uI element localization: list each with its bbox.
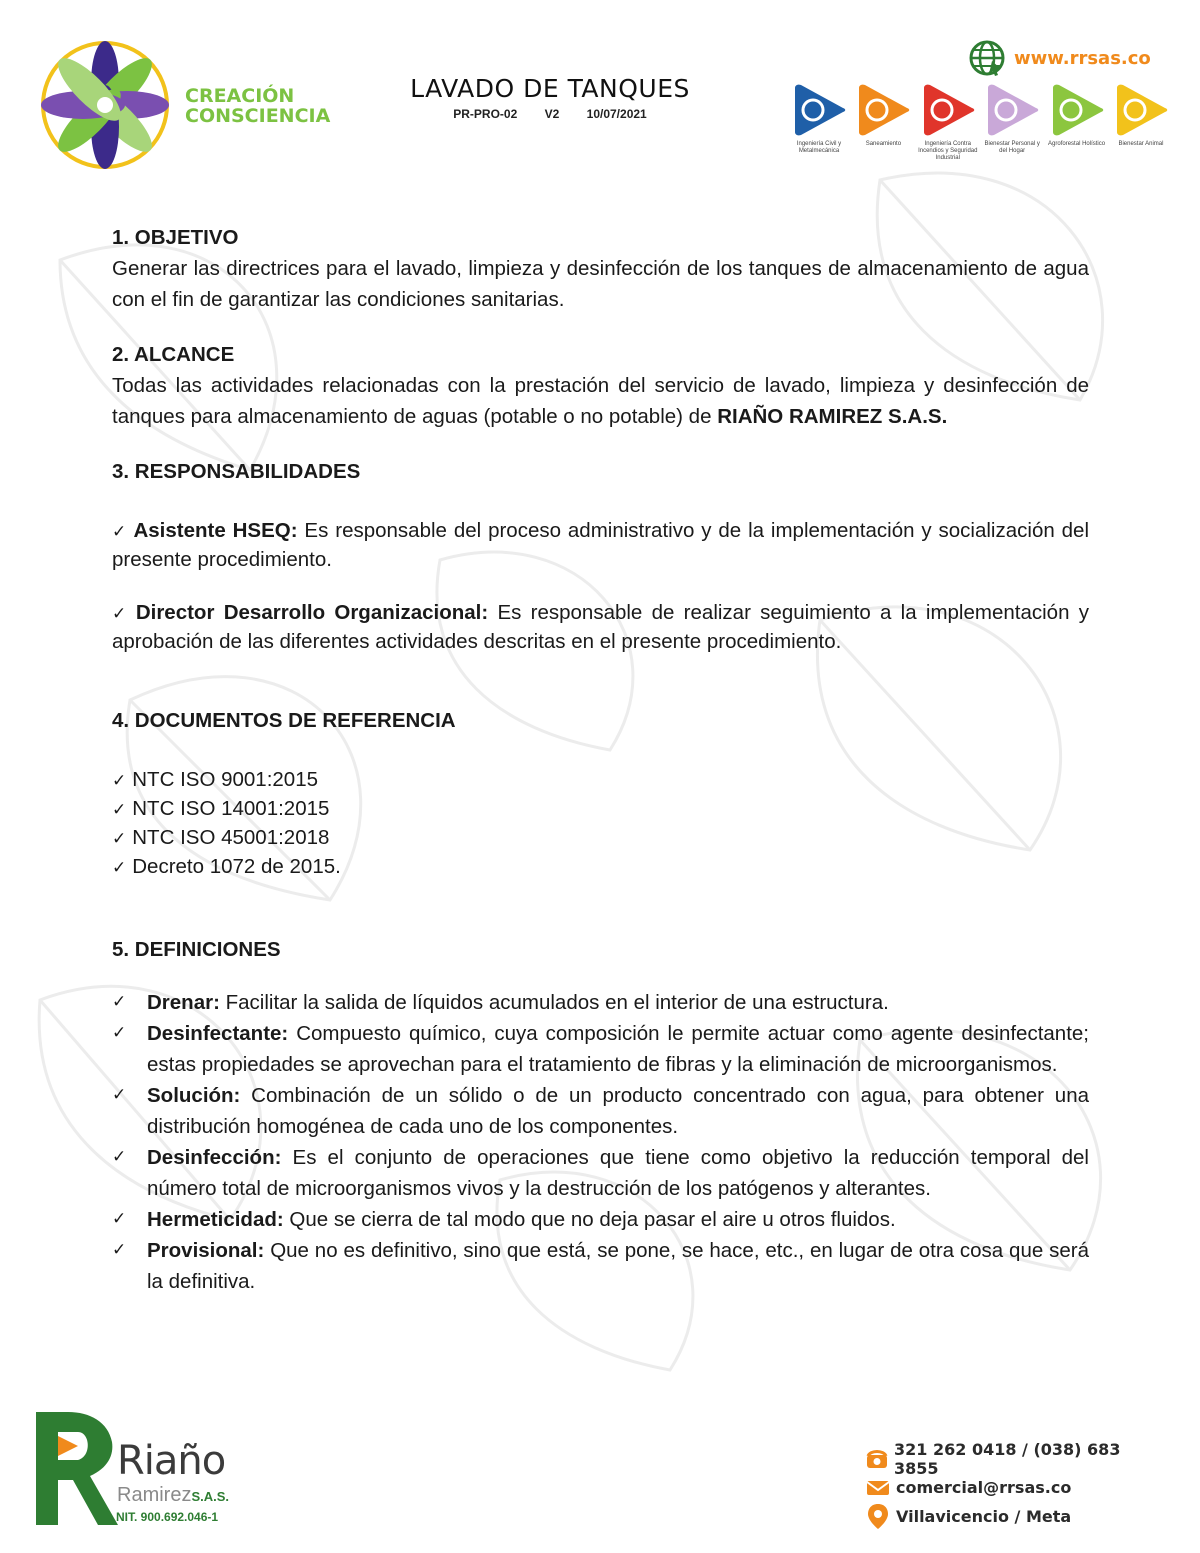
contact-phone-row <box>866 1439 1166 1478</box>
responsibility-role: Director Desarrollo Organizacional: <box>135 601 489 624</box>
footer-brand-sub-text: Ramirez <box>117 1484 192 1506</box>
definition-text: Que no es definitivo, sino que está, se pone, se hace, etc., en lugar de otra cosa que será la definitiva. <box>147 1239 1089 1293</box>
check-icon: ✓ <box>112 858 127 878</box>
document-date: 10/07/2021 <box>586 107 647 121</box>
footer-brand-sub <box>117 1484 229 1507</box>
responsibility-item <box>112 599 1089 655</box>
contact-location-row <box>866 1502 1166 1531</box>
riano-ramirez-logo <box>28 1400 268 1540</box>
document-meta <box>380 107 720 121</box>
document-title: LAVADO DE TANQUES <box>410 74 690 103</box>
responsibility-text: Es responsable del proceso administrativo y de la implementación y socialización del presente procedimiento. <box>112 519 1089 571</box>
fire-safety-icon <box>920 82 976 138</box>
agroforestry-icon <box>1049 82 1105 138</box>
section-heading-alcance: 2. ALCANCE <box>112 343 235 366</box>
service-caption: Bienestar Animal <box>1118 141 1164 147</box>
sanitation-icon <box>855 82 911 138</box>
service-item <box>854 82 912 162</box>
definition-text: Que se cierra de tal modo que no deja pasar el aire u otros fluidos. <box>283 1208 896 1231</box>
definitions-list <box>112 987 1089 1297</box>
envelope-icon <box>866 1479 890 1497</box>
engineering-icon <box>791 82 847 138</box>
check-icon: ✓ <box>112 604 130 624</box>
section-heading-objetivo: 1. OBJETIVO <box>112 226 239 249</box>
check-icon: ✓ <box>112 1147 127 1167</box>
service-caption: Saneamiento <box>865 141 902 147</box>
check-icon: ✓ <box>112 1240 127 1260</box>
reference-document: NTC ISO 45001:2018 <box>132 826 330 849</box>
reference-document: NTC ISO 9001:2015 <box>132 768 318 791</box>
service-item <box>1048 82 1106 162</box>
list-item <box>112 795 1089 824</box>
list-item <box>112 824 1089 853</box>
definition-text: Combinación de un sólido o de un producto concentrado con agua, para obtener una distribución homogénea de cada uno de los componentes. <box>147 1084 1089 1138</box>
service-item <box>919 82 977 162</box>
responsibility-role: Asistente HSEQ: <box>133 519 298 542</box>
service-icons-row <box>790 82 1170 162</box>
definition-item <box>112 1080 1089 1142</box>
section-heading-documentos: 4. DOCUMENTOS DE REFERENCIA <box>112 709 456 732</box>
check-icon: ✓ <box>112 829 127 849</box>
list-item <box>112 766 1089 795</box>
definition-term: Drenar: <box>147 991 220 1014</box>
company-name: RIAÑO RAMIREZ S.A.S. <box>717 405 948 428</box>
responsibility-item <box>112 517 1089 573</box>
footer-brand-suffix: S.A.S. <box>191 1489 230 1504</box>
definition-item <box>112 1018 1089 1080</box>
footer-brand-name: Riaño <box>117 1438 226 1484</box>
website-row <box>968 38 1151 78</box>
brand-wordmark <box>185 86 345 126</box>
wellbeing-icon <box>984 82 1040 138</box>
document-body <box>112 222 1089 1297</box>
definition-term: Hermeticidad: <box>147 1208 284 1231</box>
service-caption: Agroforestal Holístico <box>1048 141 1106 147</box>
service-caption: Ingeniería Civil y Metalmecánica <box>796 141 842 154</box>
location-pin-icon <box>866 1503 890 1531</box>
definition-item <box>112 1142 1089 1204</box>
definition-item <box>112 1235 1089 1297</box>
document-code: PR-PRO-02 <box>453 107 518 121</box>
service-caption: Ingeniería Contra Incendios y Seguridad Industrial <box>918 141 978 161</box>
objetivo-text: Generar las directrices para el lavado, limpieza y desinfección de los tanques de almacenamiento de agua con el fin de garantizar las condiciones sanitarias. <box>112 257 1089 311</box>
service-caption: Bienestar Personal y del Hogar <box>984 141 1040 154</box>
check-icon: ✓ <box>112 522 128 542</box>
list-item <box>112 853 1089 882</box>
definition-item <box>112 1204 1089 1235</box>
definition-term: Solución: <box>147 1084 241 1107</box>
check-icon: ✓ <box>112 1023 127 1043</box>
check-icon: ✓ <box>112 992 127 1012</box>
phone-icon <box>866 1449 888 1469</box>
mandala-logo-icon <box>40 40 170 170</box>
document-version: V2 <box>544 107 560 121</box>
definition-term: Desinfectante: <box>147 1022 289 1045</box>
website-link[interactable]: www.rrsas.co <box>1014 47 1151 69</box>
reference-document: NTC ISO 14001:2015 <box>132 797 330 820</box>
definition-text: Es el conjunto de operaciones que tiene como objetivo la reducción temporal del número total de microorganismos vivos y la destrucción de los patógenos y alterantes. <box>147 1146 1089 1200</box>
contact-location: Villavicencio / Meta <box>896 1507 1072 1526</box>
contact-phone[interactable]: 321 262 0418 / (038) 683 3855 <box>894 1439 1121 1478</box>
contact-email[interactable]: comercial@rrsas.co <box>896 1478 1072 1497</box>
check-icon: ✓ <box>112 800 127 820</box>
section-heading-definiciones: 5. DEFINICIONES <box>112 938 281 961</box>
creacion-consciencia-logo <box>40 40 340 170</box>
reference-document: Decreto 1072 de 2015. <box>132 855 341 878</box>
section-heading-responsabilidades: 3. RESPONSABILIDADES <box>112 460 361 483</box>
company-nit: NIT. 900.692.046-1 <box>116 1510 219 1524</box>
alcance-text: Todas las actividades relacionadas con la prestación del servicio de lavado, limpieza y desinfección de tanques para almacenamiento de aguas (potable o no potable) de <box>112 374 1089 428</box>
globe-icon <box>968 39 1006 77</box>
service-item <box>790 82 848 162</box>
check-icon: ✓ <box>112 1085 127 1105</box>
definition-term: Desinfección: <box>147 1146 282 1169</box>
contact-block <box>866 1439 1166 1531</box>
check-icon: ✓ <box>112 771 127 791</box>
definition-text: Compuesto químico, cuya composición le permite actuar como agente desinfectante; estas propiedades se aprovechan para el tratamiento de fibras y la eliminación de microorganismos. <box>147 1022 1089 1076</box>
definition-text: Facilitar la salida de líquidos acumulados en el interior de una estructura. <box>219 991 889 1014</box>
reference-documents-list <box>112 766 1089 882</box>
definition-term: Provisional: <box>147 1239 265 1262</box>
animal-welfare-icon <box>1113 82 1169 138</box>
service-item <box>983 82 1041 162</box>
service-item <box>1112 82 1170 162</box>
alcance-paragraph <box>112 370 1089 432</box>
brand-line-2: CONSCIENCIA <box>185 105 331 127</box>
brand-line-1: CREACIÓN <box>185 85 295 107</box>
definition-item <box>112 987 1089 1018</box>
check-icon: ✓ <box>112 1209 127 1229</box>
r-letter-logo-icon <box>28 1400 118 1530</box>
responsibility-text: Es responsable de realizar seguimiento a la implementación y aprobación de las diferentes actividades descritas en el presente procedimiento. <box>112 601 1089 653</box>
document-title-block <box>380 74 720 121</box>
